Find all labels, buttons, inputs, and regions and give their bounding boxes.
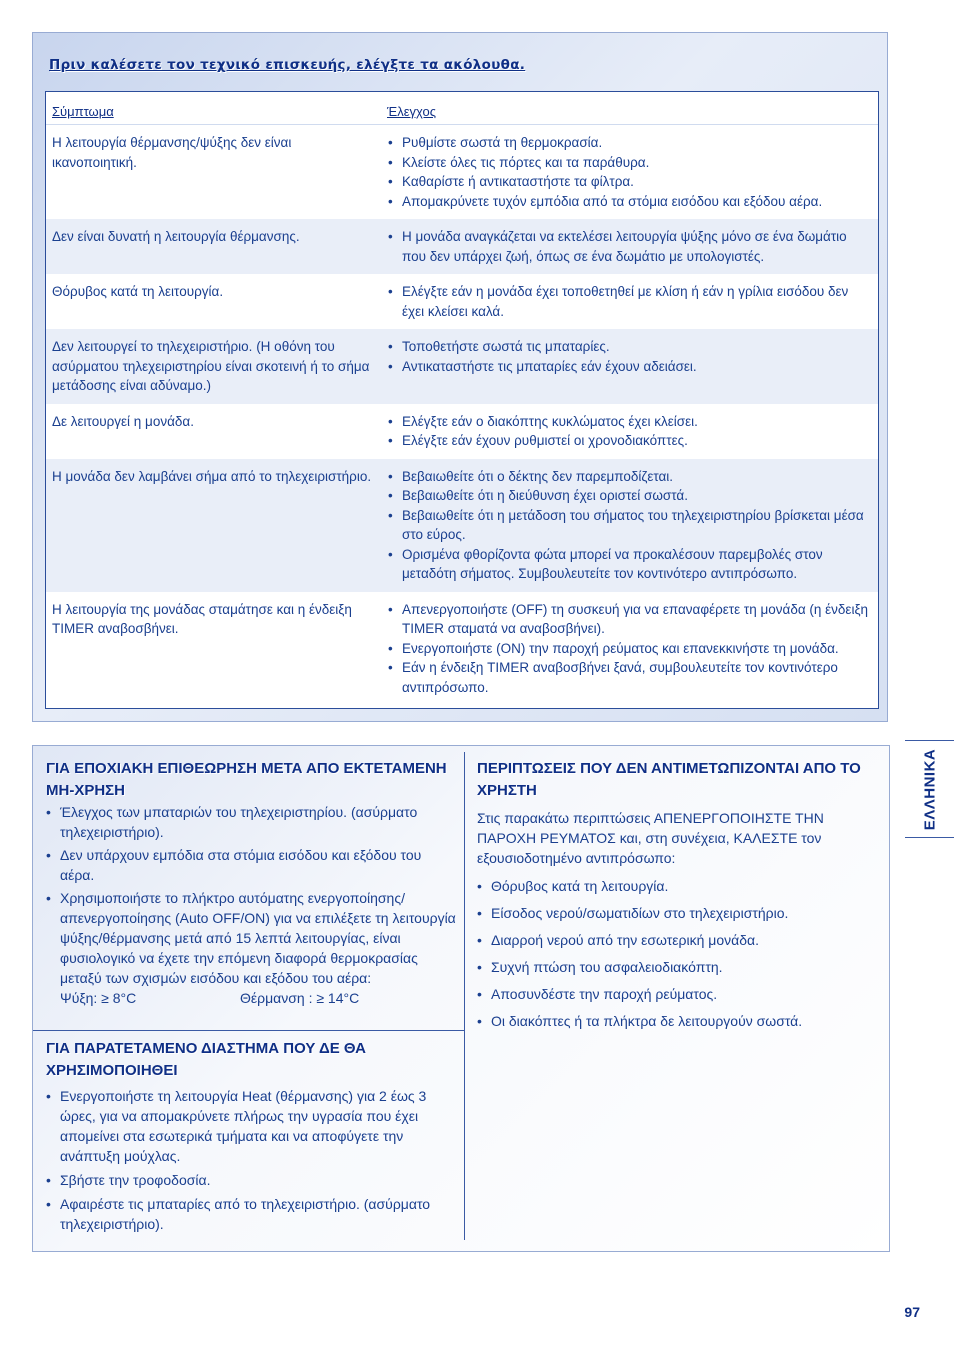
check-item: • Εάν η ένδειξη TIMER αναβοσβήνει ξανά, συμβουλευτείτε τον κοντινότερο αντιπρόσωπο.	[387, 658, 872, 697]
table-row	[46, 219, 878, 274]
check-item: • Ενεργοποιήστε (ON) την παροχή ρεύματος και επανεκκινήστε τη μονάδα.	[387, 639, 872, 659]
troubleshooting-panel	[32, 32, 888, 722]
check-item: • Απενεργοποιήστε (OFF) τη συσκευή για να επαναφέρετε τη μονάδα (η ένδειξη TIMER σταματά να αναβοσβήνει).	[387, 600, 872, 639]
table-row	[46, 459, 878, 592]
check-item: • Βεβαιωθείτε ότι ο δέκτης δεν παρεμποδίζεται.	[387, 467, 872, 487]
list-item: • Σβήστε την τροφοδοσία.	[46, 1170, 456, 1190]
check-cell	[381, 459, 878, 592]
auto-button-instruction: Χρησιμοποιήστε το πλήκτρο αυτόματης ενεργοποίησης/απενεργοποίησης (Auto OFF/ON) για να επιλέξετε τη λειτουργία ψύξης/θέρμανσης μετά από 15 λεπτά λειτουργίας, είναι φυσιολογικό να έχετε την επόμενη διαφορά θερμοκρασίας μεταξύ των σχισμών εισόδου και εξόδου του αέρα:	[60, 890, 456, 986]
check-item: • Ορισμένα φθορίζοντα φώτα μπορεί να προκαλέσουν παρεμβολές στον μεταδότη σήματος. Συμβουλευτείτε τον κοντινότερο αντιπρόσωπο.	[387, 545, 872, 584]
check-cell	[381, 219, 878, 274]
user-unserviceable-intro: Στις παρακάτω περιπτώσεις ΑΠΕΝΕΡΓΟΠΟΙΗΣΤΕ ΤΗΝ ΠΑΡΟΧΗ ΡΕΥΜΑΤΟΣ και, στη συνέχεια, ΚΑΛΕΣΤΕ τον εξουσιοδοτημένο αντιπρόσωπο:	[477, 810, 824, 866]
maintenance-panel	[32, 745, 890, 1252]
list-item: • Θόρυβος κατά τη λειτουργία.	[477, 876, 867, 896]
temperature-difference	[60, 988, 456, 1008]
list-item: • Είσοδος νερού/σωματιδίων στο τηλεχειριστήριο.	[477, 903, 867, 923]
symptom-cell: Δεν λειτουργεί το τηλεχειριστήριο. (Η οθόνη του ασύρματου τηλεχειριστηρίου είναι σκοτεινή ή το σήμα μετάδοσης είναι αδύναμο.)	[46, 329, 381, 404]
page-number: 97	[904, 1304, 920, 1320]
check-cell	[381, 404, 878, 459]
column-header-check: Έλεγχος	[381, 92, 878, 125]
list-item: • Έλεγχος των μπαταριών του τηλεχειριστηρίου. (ασύρματο τηλεχειριστήριο).	[46, 802, 456, 842]
section-divider	[33, 1030, 464, 1031]
long-idle-title: ΓΙΑ ΠΑΡΑΤΕΤΑΜΕΝΟ ΔΙΑΣΤΗΜΑ ΠΟΥ ΔΕ ΘΑ ΧΡΗΣΙΜΟΠΟΙΗΘΕΙ	[46, 1040, 367, 1079]
table-header-row	[46, 92, 878, 125]
cooling-value: Ψύξη: ≥ 8°C	[60, 990, 137, 1006]
user-unserviceable-list	[477, 876, 867, 1031]
table-row	[46, 125, 878, 220]
troubleshooting-table-frame	[45, 91, 879, 709]
user-unserviceable-section	[477, 758, 867, 1038]
check-cell	[381, 329, 878, 404]
check-item: • Απομακρύνετε τυχόν εμπόδια από τα στόμια εισόδου και εξόδου αέρα.	[387, 192, 872, 212]
list-item: • Συχνή πτώση του ασφαλειοδιακόπτη.	[477, 957, 867, 977]
language-tab	[905, 740, 954, 838]
seasonal-inspection-section	[46, 758, 456, 1008]
long-idle-list	[46, 1086, 456, 1234]
check-cell	[381, 274, 878, 329]
column-header-symptom: Σύμπτωμα	[46, 92, 381, 125]
list-item: • Διαρροή νερού από την εσωτερική μονάδα.	[477, 930, 867, 950]
check-item: • Τοποθετήστε σωστά τις μπαταρίες.	[387, 337, 872, 357]
heating-value: Θέρμανση : ≥ 14°C	[240, 990, 360, 1006]
check-cell	[381, 125, 878, 220]
check-item: • Ελέγξτε εάν η μονάδα έχει τοποθετηθεί με κλίση ή εάν η γρίλια εισόδου δεν έχει κλείσει καλά.	[387, 282, 872, 321]
symptom-cell: Η λειτουργία της μονάδας σταμάτησε και η ένδειξη TIMER αναβοσβήνει.	[52, 601, 352, 636]
check-item: • Βεβαιωθείτε ότι η μετάδοση του σήματος του τηλεχειριστηρίου βρίσκεται μέσα στο εύρος.	[387, 506, 872, 545]
table-row	[46, 329, 878, 404]
seasonal-inspection-title: ΓΙΑ ΕΠΟΧΙΑΚΗ ΕΠΙΘΕΩΡΗΣΗ ΜΕΤΑ ΑΠΟ ΕΚΤΕΤΑΜΕΝΗ ΜΗ-ΧΡΗΣΗ	[46, 760, 447, 799]
symptom-cell: Θόρυβος κατά τη λειτουργία.	[52, 284, 224, 299]
symptom-cell: Δεν είναι δυνατή η λειτουργία θέρμανσης.	[46, 219, 381, 274]
check-item: • Βεβαιωθείτε ότι η διεύθυνση έχει οριστεί σωστά.	[387, 486, 872, 506]
symptom-cell: Η μονάδα δεν λαμβάνει σήμα από το τηλεχειριστήριο.	[46, 459, 381, 592]
user-unserviceable-title: ΠΕΡΙΠΤΩΣΕΙΣ ΠΟΥ ΔΕΝ ΑΝΤΙΜΕΤΩΠΙΖΟΝΤΑΙ ΑΠΟ ΤΟ ΧΡΗΣΤΗ	[477, 760, 861, 799]
list-item: • Ενεργοποιήστε τη λειτουργία Heat (θέρμανσης) για 2 έως 3 ώρες, για να απομακρύνετε πλήρως την υγρασία που έχει απομείνει στα εσωτερικά τμήματα και να αποφύγετε την ανάπτυξη μούχλας.	[46, 1086, 456, 1166]
language-tab-label: ΕΛΛΗΝΙΚΑ	[921, 748, 939, 830]
list-item: • Δεν υπάρχουν εμπόδια στα στόμια εισόδου και εξόδου του αέρα.	[46, 845, 456, 885]
table-row	[46, 592, 878, 706]
check-cell	[381, 592, 878, 706]
check-item: • Αντικαταστήστε τις μπαταρίες εάν έχουν αδειάσει.	[387, 357, 872, 377]
list-item	[46, 888, 456, 1008]
troubleshooting-table	[46, 92, 878, 705]
long-idle-section	[46, 1038, 456, 1234]
troubleshooting-heading: Πριν καλέσετε τον τεχνικό επισκευής, ελέγξτε τα ακόλουθα.	[49, 57, 526, 73]
check-item: • Η μονάδα αναγκάζεται να εκτελέσει λειτουργία ψύξης μόνο σε ένα δωμάτιο που δεν υπάρχει ζωή, όπως σε ένα δωμάτιο με υπολογιστές.	[387, 227, 872, 266]
list-item: • Οι διακόπτες ή τα πλήκτρα δε λειτουργούν σωστά.	[477, 1011, 867, 1031]
check-item: • Ελέγξτε εάν έχουν ρυθμιστεί οι χρονοδιακόπτες.	[387, 431, 872, 451]
table-row	[46, 274, 878, 329]
symptom-cell: Δε λειτουργεί η μονάδα.	[52, 413, 194, 429]
list-item: • Αποσυνδέστε την παροχή ρεύματος.	[477, 984, 867, 1004]
check-item: • Καθαρίστε ή αντικαταστήστε τα φίλτρα.	[387, 172, 872, 192]
check-item: • Ελέγξτε εάν ο διακόπτης κυκλώματος έχει κλείσει.	[387, 412, 872, 432]
table-row	[46, 404, 878, 459]
list-item: • Αφαιρέστε τις μπαταρίες από το τηλεχειριστήριο. (ασύρματο τηλεχειριστήριο).	[46, 1194, 456, 1234]
check-item: • Κλείστε όλες τις πόρτες και τα παράθυρα.	[387, 153, 872, 173]
seasonal-inspection-list	[46, 802, 456, 1008]
symptom-cell: Η λειτουργία θέρμανσης/ψύξης δεν είναι ικανοποιητική.	[52, 135, 292, 170]
column-divider	[464, 752, 465, 1240]
check-item: • Ρυθμίστε σωστά τη θερμοκρασία.	[387, 133, 872, 153]
